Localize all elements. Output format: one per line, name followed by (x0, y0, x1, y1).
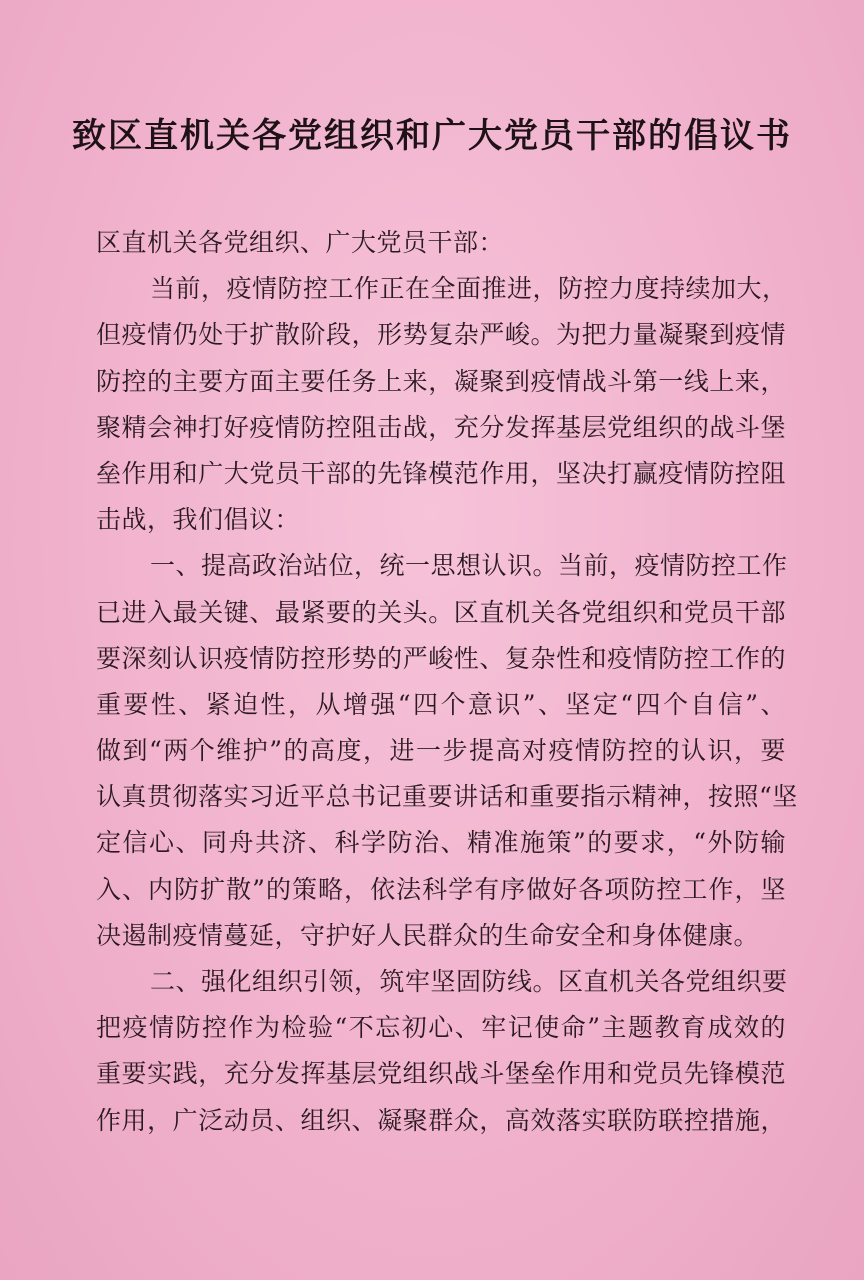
paragraph-line: 作用，广泛动员、组织、凝聚群众，高效落实联防联控措施， (96, 1105, 786, 1135)
paragraph-line: 定信心、同舟共济、科学防治、精准施策”的要求，“外防输 (96, 828, 786, 858)
paragraph-line: 要深刻认识疫情防控形势的严峻性、复杂性和疫情防控工作的 (96, 643, 786, 673)
paragraph-line: 一、提高政治站位，统一思想认识。当前，疫情防控工作 (150, 551, 788, 581)
paragraph-line: 聚精会神打好疫情防控阻击战，充分发挥基层党组织的战斗堡 (96, 412, 786, 442)
paragraph-line: 认真贯彻落实习近平总书记重要讲话和重要指示精神，按照“坚 (96, 782, 798, 812)
paragraph-line: 做到“两个维护”的高度，进一步提高对疫情防控的认识，要 (96, 736, 786, 766)
paragraph-one (96, 543, 798, 959)
salutation: 区直机关各党组织、广大党员干部： (96, 228, 505, 257)
paragraph-line: 重要性、紧迫性，从增强“四个意识”、坚定“四个自信”、 (96, 689, 786, 719)
paragraph-line: 但疫情仍处于扩散阶段，形势复杂严峻。为把力量凝聚到疫情 (96, 320, 786, 350)
paragraph-line: 已进入最关键、最紧要的关头。区直机关各党组织和党员干部 (96, 597, 786, 627)
paragraph-two (96, 959, 786, 1144)
paragraph-line: 入、内防扩散”的策略，依法科学有序做好各项防控工作，坚 (96, 874, 786, 904)
paragraph-line: 把疫情防控作为检验“不忘初心、牢记使命”主题教育成效的 (96, 1013, 786, 1043)
document-body (96, 220, 798, 1144)
paragraph-line: 垒作用和广大党员干部的先锋模范作用，坚决打赢疫情防控阻 (96, 458, 786, 488)
paragraph-line: 决遏制疫情蔓延，守护好人民群众的生命安全和身体健康。 (96, 920, 760, 950)
paragraph-intro (96, 266, 786, 543)
document-title: 致区直机关各党组织和广大党员干部的倡议书 (72, 116, 792, 156)
paragraph-line: 二、强化组织引领，筑牢坚固防线。区直机关各党组织要 (150, 967, 788, 996)
paragraph-line: 防控的主要方面主要任务上来，凝聚到疫情战斗第一线上来， (96, 366, 786, 396)
paragraph-line: 当前，疫情防控工作正在全面推进，防控力度持续加大， (150, 274, 788, 304)
paragraph-line: 击战，我们倡议： (96, 505, 301, 535)
paragraph-line: 重要实践，充分发挥基层党组织战斗堡垒作用和党员先锋模范 (96, 1059, 786, 1089)
